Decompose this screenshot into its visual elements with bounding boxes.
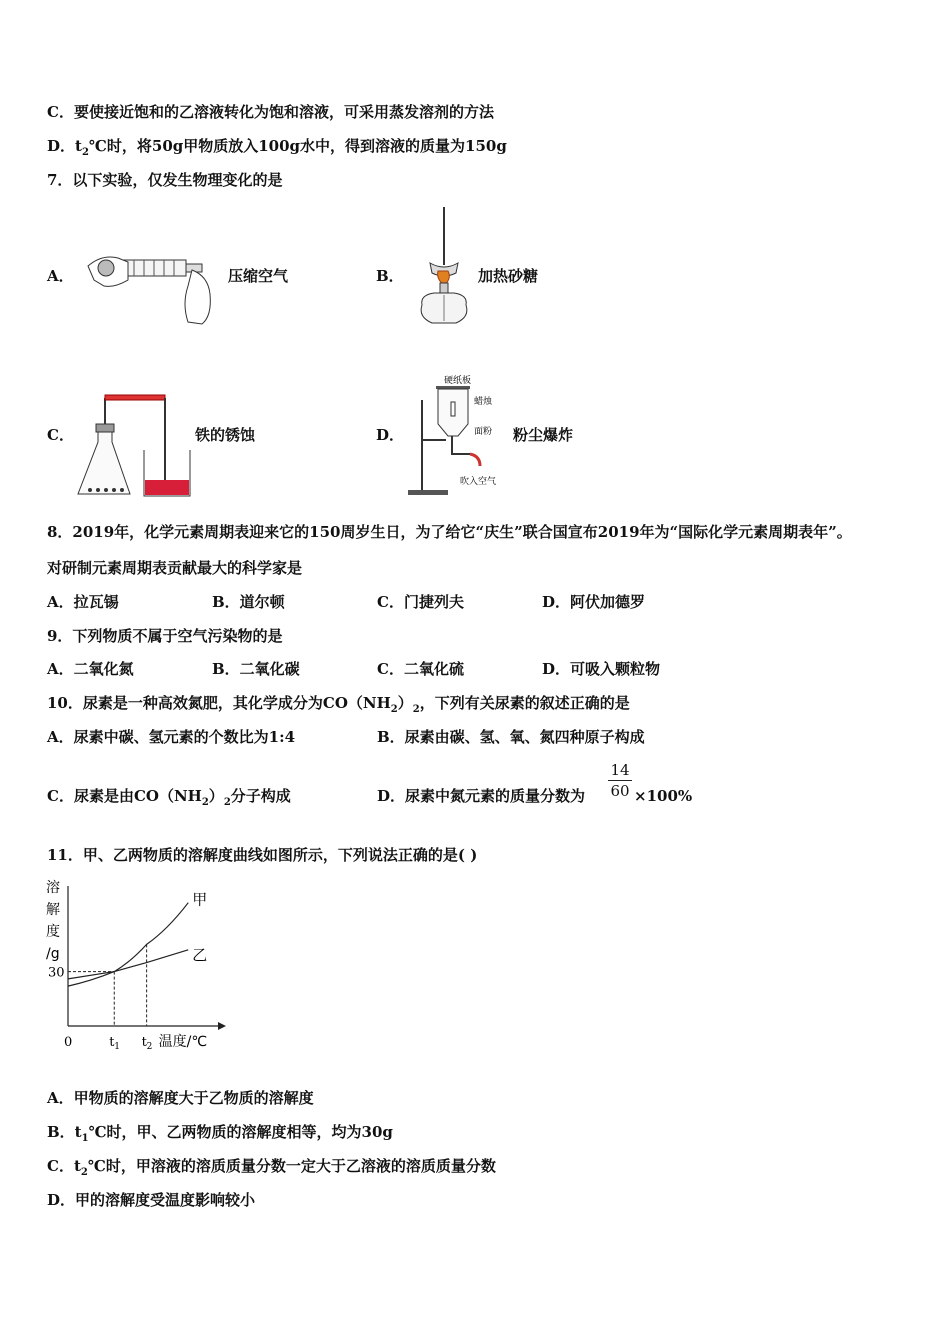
x-tick-t2-sub: 2	[146, 1042, 153, 1052]
q7-option-c-letter: C．	[47, 426, 74, 444]
y-axis-label-char: 解	[46, 902, 60, 918]
x-axis-arrow	[218, 1022, 226, 1030]
q8-stem-line2: 对研制元素周期表贡献最大的科学家是	[47, 559, 303, 577]
q11-option-a: A．甲物质的溶解度大于乙物质的溶解度	[47, 1089, 314, 1107]
fraction-bar	[608, 780, 632, 781]
q9-option-b: B．二氧化碳	[212, 660, 300, 678]
q8-option-a: A．拉瓦锡	[47, 593, 119, 611]
fraction-denominator: 60	[610, 782, 630, 800]
q7-option-d-letter: D．	[376, 426, 405, 444]
q7-option-a-label: 压缩空气	[228, 267, 289, 285]
origin-label: 0	[64, 1035, 73, 1050]
q10-stem-mid: ）	[397, 694, 413, 712]
fig-d-candle-label: 蜡烛	[474, 397, 493, 407]
q10-c-post: 分子构成	[230, 787, 291, 805]
q10-option-d-post: ×100%	[634, 787, 693, 805]
q9-option-a: A．二氧化氮	[47, 660, 134, 678]
syringe-figure	[84, 240, 219, 330]
q10-c-sub1: 2	[201, 797, 209, 808]
q7-option-c-label: 铁的锈蚀	[195, 426, 256, 444]
q10-option-d: D．尿素中氮元素的质量分数为	[377, 787, 586, 805]
q6-option-c: C．要使接近饱和的乙溶液转化为饱和溶液，可采用蒸发溶剂的方法	[47, 103, 494, 121]
fraction-numerator: 14	[610, 761, 630, 779]
q10-fraction	[608, 761, 632, 800]
q10-stem-sub2: 2	[412, 704, 420, 715]
q11-option-b	[47, 1122, 393, 1149]
q10-c-mid: ）	[208, 787, 224, 805]
q7-option-a-letter: A．	[47, 267, 74, 285]
x-tick-t1: t	[109, 1035, 115, 1050]
alcohol-lamp-figure	[400, 205, 480, 330]
q11-c-sub: 2	[80, 1167, 88, 1178]
y-axis-label-char: 溶	[46, 880, 60, 896]
q10-option-b: B．尿素由碳、氢、氧、氮四种原子构成	[377, 728, 645, 746]
x-tick-t2: t	[141, 1035, 147, 1050]
series-line-yi	[68, 950, 188, 979]
y-tick-label: 30	[48, 965, 65, 981]
q10-stem-sub1: 2	[390, 704, 398, 715]
q11-b-post: ℃时，甲、乙两物质的溶解度相等，均为30g	[88, 1123, 393, 1141]
q11-c-pre: C．t	[47, 1157, 81, 1175]
q10-option-c	[47, 786, 291, 813]
q8-stem-line1: 8．2019年，化学元素周期表迎来它的150周岁生日，为了给它“庆生”联合国宣布2019年为“国际化学元素周期表年”。	[47, 523, 852, 541]
series-line-jia	[68, 903, 188, 986]
series-label: 甲	[192, 890, 208, 909]
q11-stem: 11．甲、乙两物质的溶解度曲线如图所示，下列说法正确的是( )	[47, 846, 478, 864]
q7-stem: 7．以下实验，仅发生物理变化的是	[47, 171, 283, 189]
dust-explosion-figure	[400, 372, 515, 500]
q10-c-sub2: 2	[223, 797, 231, 808]
q10-stem-post: ，下列有关尿素的叙述正确的是	[419, 694, 630, 712]
q6-d-prefix: D．t	[47, 137, 82, 155]
x-axis-label: 温度/℃	[158, 1034, 208, 1050]
q10-option-a: A．尿素中碳、氢元素的个数比为1:4	[47, 728, 296, 746]
q6-option-d	[47, 136, 507, 163]
iron-rust-figure	[72, 392, 192, 502]
q11-b-sub: 1	[81, 1133, 89, 1144]
q10-stem	[47, 693, 630, 720]
y-axis-label-char: /g	[46, 946, 60, 962]
q6-d-sub: 2	[81, 147, 89, 158]
q8-option-d: D．阿伏加德罗	[542, 593, 646, 611]
q7-option-b-letter: B．	[376, 267, 404, 285]
q11-b-pre: B．t	[47, 1123, 82, 1141]
q11-c-post: ℃时，甲溶液的溶质质量分数一定大于乙溶液的溶质质量分数	[87, 1157, 496, 1175]
solubility-chart	[40, 872, 230, 1060]
q9-stem: 9．下列物质不属于空气污染物的是	[47, 627, 283, 645]
fig-d-top-label: 硬纸板	[444, 376, 472, 386]
q8-option-c: C．门捷列夫	[377, 593, 464, 611]
fig-d-blow-label: 吹入空气	[460, 477, 497, 487]
q11-option-d: D．甲的溶解度受温度影响较小	[47, 1191, 256, 1209]
y-axis-label-char: 度	[46, 924, 60, 940]
q6-d-rest: ℃时，将50g甲物质放入100g水中，得到溶液的质量为150g	[88, 137, 507, 155]
fig-d-powder-label: 面粉	[474, 427, 493, 437]
q8-option-b: B．道尔顿	[212, 593, 285, 611]
x-tick-t1-sub: 1	[114, 1042, 120, 1052]
q10-stem-pre: 10．尿素是一种高效氮肥，其化学成分为CO（NH	[47, 694, 391, 712]
q9-option-c: C．二氧化硫	[377, 660, 464, 678]
q10-c-pre: C．尿素是由CO（NH	[47, 787, 202, 805]
q11-option-c	[47, 1156, 496, 1183]
q9-option-d: D．可吸入颗粒物	[542, 660, 661, 678]
q7-option-d-label: 粉尘爆炸	[513, 426, 574, 444]
series-label: 乙	[192, 945, 208, 964]
q7-option-b-label: 加热砂糖	[478, 267, 539, 285]
